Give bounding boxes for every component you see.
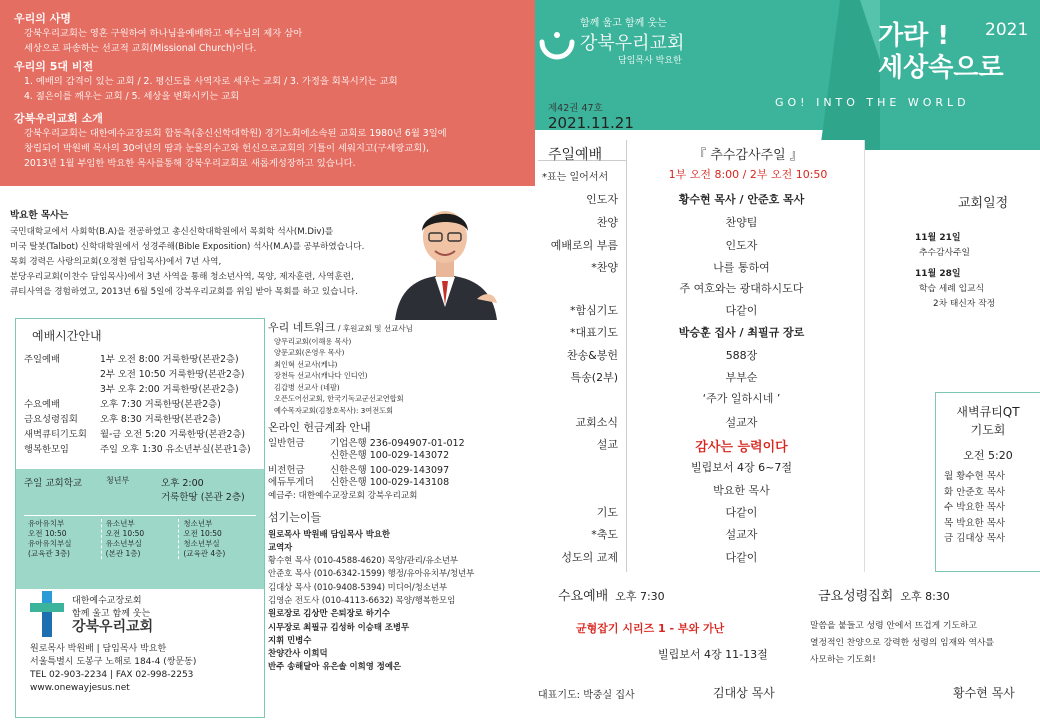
worship-time-row: 3부 오후 2:00 거룩한땅(본관2층) [100,384,239,395]
schedule-event: 학습 세례 입교식 [919,284,985,294]
mission-text: 세상으로 파송하는 선교적 교회(Missional Church)이다. [24,43,257,54]
intro-text: 2013년 1월 부임한 박요한 목사를통해 강북우리교회로 새롭게성장하고 있습니다. [24,158,356,169]
wednesday-preacher: 김대상 목사 [713,686,775,700]
order-row: 기도 다같이 [596,506,758,519]
order-title: 주일예배 [548,147,603,163]
pastor-bio-title: 박요한 목사는 [10,210,69,221]
issue-number: 제42권 47호 [548,103,603,114]
order-row: 찬송&봉헌 588장 [566,349,758,362]
network-item: 장천득 선교사(캐나다 인디언) [274,371,368,380]
qt-leader: 목 박요한 목사 [944,517,1006,529]
friday-service [810,585,1035,669]
pastor-photo [385,195,505,320]
order-row: 예배로의 부름 인도자 [550,239,758,252]
worship-times-title: 예배시간안내 [32,329,102,343]
qt-leader: 수 박요한 목사 [944,502,1006,513]
servant-line: 반주 송해달아 유은솔 이희영 정예은 [268,661,402,672]
vision-text: 1. 예배의 감격이 있는 교회 / 2. 평신도를 사역자로 세우는 교회 / 3. 가정을 회복시키는 교회 [24,76,398,87]
schedule-title: 교회일정 [958,196,1009,211]
order-row: *축도 설교자 [591,528,758,541]
order-row: 찬양 찬양팀 [596,216,758,229]
order-row: 박요한 목사 [713,484,770,497]
dawn-qt-box [935,392,1040,572]
worship-time-row: 새벽큐티기도회 월-금 오전 5:20 거룩한땅(본관2층) [24,429,246,440]
servant-line: 김대상 목사 (010-9408-5394) 미디어/청소년부 [268,581,448,592]
account-title: 온라인 헌금계좌 안내 [268,421,371,434]
intro-text: 강북우리교회는 대한예수교장로회 합동측(총신신학대학원) 경기노회에소속된 교회로 1980년 6월 3일에 [24,128,447,139]
account-number: 기업은행 236-094907-01-012 [330,437,465,449]
order-row: ‘주가 일하시네 ’ [702,392,781,405]
servant-line: 시무장로 최필규 김성하 이승태 조병무 [268,621,410,632]
worship-times [16,319,264,463]
servant-line: 지휘 민병수 [268,634,312,645]
qt-leader: 화 안준호 목사 [944,486,1006,498]
order-row: 인도자 황수현 목사 / 안준호 목사 [586,193,805,206]
pastor-bio-line: 국민대학교에서 사회학(B.A)을 전공하였고 총신신학대학원에서 목회학 석사(M.Div)를 [10,227,334,237]
network-title: 우리 네트워크 [268,321,336,334]
church-brand [538,10,788,140]
network-item: 예수목자교회(김창호목사): 3여전도회 [274,405,394,415]
order-row: 특송(2부) 부부순 [570,371,758,384]
friday-preacher: 황수현 목사 [953,686,1015,700]
order-row: 설교 감사는 능력이다 [596,438,788,455]
worship-info-box [15,318,265,718]
worship-time-row: 금요성령집회 오후 8:30 거룩한땅(본관2층) [24,414,221,425]
network-item: 김갑병 선교사 (네팔) [274,382,340,392]
pastor-bio [10,208,420,300]
wednesday-text: 빌립보서 4장 11-13절 [658,648,768,661]
slogan-line: 세상속으로 [878,53,1004,83]
network-subtitle: / 후원교회 및 선교사님 [337,324,413,333]
church-phone: TEL 02-903-2234 | FAX 02-998-2253 [30,670,194,680]
friday-time: 오후 8:30 [900,590,950,603]
order-row: *함심기도 다같이 [569,304,758,317]
schedule-date: 11월 28일 [915,269,961,279]
servants-title: 섬기는이들 [268,511,322,524]
pastor-bio-line: 미국 탈봇(Talbot) 신학대학원에서 성경주해(Bible Exposition) 석사(M.A)를 공부하였습니다. [10,242,365,252]
slogan-year: 2021 [985,20,1029,40]
schedule-date: 11월 21일 [915,233,961,243]
network-item: 최인혁 선교사(케냐) [274,359,338,369]
order-row: 교회소식 설교자 [575,416,758,429]
denomination: 대한예수교장로회 [72,595,142,606]
vision-heading: 우리의 5대 비전 [14,60,94,73]
order-note: *표는 일어서서 [542,172,609,183]
servant-line: 원로장로 김상만 은퇴장로 하기수 [268,608,391,619]
wednesday-time: 오후 7:30 [615,590,665,603]
account-number: 신한은행 100-029-143072 [330,450,450,461]
schedule-event: 2차 태신자 작정 [933,299,996,309]
church-pastors: 원로목사 박원배 | 담임목사 박요한 [30,644,167,654]
account-number: 신한은행 100-029-143097 [330,464,450,476]
mission-text: 강북우리교회는 영혼 구원하여 하나님을예배하고 예수님의 제자 삼아 [24,28,303,39]
church-motto: 함께 울고 함께 웃는 [72,608,151,619]
church-tagline: 함께 울고 함께 웃는 [580,18,667,29]
qt-leader: 월 황수현 목사 [944,471,1006,482]
intro-heading: 강북우리교회 소개 [14,112,103,125]
order-theme: 『 추수감사주일 』 [693,148,803,163]
church-cross-icon [30,591,64,637]
order-row: 주 여호와는 광대하시도다 [679,282,804,295]
mission-banner [0,0,535,186]
mission-heading: 우리의 사명 [14,12,71,25]
order-row: *찬양 나를 통하여 [591,261,770,274]
wednesday-series: 균형잡기 시리즈 1 - 부와 가난 [576,622,725,635]
order-times: 1부 오전 8:00 / 2부 오전 10:50 [668,168,828,181]
church-name: 강북우리교회 [72,618,154,635]
servant-line: 김영순 전도사 (010-4113-6632) 목양/행복한모임 [268,594,456,605]
school-dept-grid [24,515,256,559]
church-school-label: 주일 교회학교 [24,478,83,489]
network-item: 오픈도어선교회, 한국기독교군선교연합회 [274,394,404,403]
friday-title: 금요성령집회 [818,589,894,604]
dept-infant: 유아유치부 오전 10:50 유아유치부실 (교육관 3층) [28,519,72,558]
youth-time: 오후 2:00 [161,478,204,489]
order-row: 빌립보서 4장 6~7절 [691,461,792,474]
worship-time-row: 2부 오전 10:50 거룩한땅(본관2층) [100,369,245,380]
church-brand-pastor: 담임목사 박요한 [618,56,682,66]
intro-text: 창립되어 박원배 목사의 30여년의 땀과 눈물의수고와 헌신으로교회의 기틀이 세워지고(구세광교회), [24,143,429,154]
pastor-bio-line: 분당우리교회(이찬수 담임목사)에서 3년 사역을 통해 청소년사역, 목양, 제자훈련, 사역훈련, [10,272,354,282]
church-schedule [903,170,1040,390]
order-row: *대표기도 박승훈 집사 / 최필규 장로 [569,326,805,339]
order-row: 성도의 교제 다같이 [561,551,758,564]
church-address: 서울특별시 도봉구 노해로 184-4 (쌍문동) [30,657,197,667]
worship-time-row: 주일예배 1부 오전 8:00 거룩한땅(본관2층) [24,354,239,365]
wednesday-service [538,585,798,662]
qt-time: 오전 5:20 [963,449,1013,462]
network-item: 양무리교회(이해용 목사) [274,336,352,346]
church-logo-icon [538,30,576,68]
slogan-english: GO! INTO THE WORLD [775,96,970,109]
network-column: 우리 네트워크 / 후원교회 및 선교사님 양무리교회(이해용 목사) 양문교회(온영우 목사) 최인혁 선교사(케냐) 장천득 선교사(캐나다 인디언) 김갑병 선교사 (네팔) 오픈도어선교회, 한국기독교군선교연합회 예수목자교회(김창호목사): 3여전도회 온라인 헌금계좌 안내 일반헌금 기업은행 236-094907-01-012 신한은행 100-029-143072 비전헌금 신한은행 100-029-143097 에듀투게더 신한은행 100-029-143108 예금주: 대한예수교장로회 강북우리교회 섬기는이들 원로목사 박원배 담임목사 박요한 교역자 황수현 목사 (010-4588-4620) 목양/관리/유소년부 안준호 목사 (010-6342-1599) 행정/유아유치부/청년부 김대상 목사 (010-9408-5394) 미디어/청소년부 김영순 전도사 (010-4113-6632) 목양/행복한모임 원로장로 김상만 은퇴장로 하기수 시무장로 최필규 김성하 이승태 조병무 지휘 민병수 찬양간사 이희덕 반주 송해달아 유은솔 이희영 정예은 [268,322,538,674]
friday-desc: 열정적인 찬양으로 강력한 성령의 임재와 역사를 [810,638,994,648]
issue-date: 2021.11.21 [548,114,634,132]
vision-text: 4. 젊은이를 깨우는 교회 / 5. 세상을 변화시키는 교회 [24,91,240,102]
worship-time-row: 수요예배 오후 7:30 거룩한땅(본관2층) [24,399,221,410]
header-diagonal-decoration [790,0,880,150]
church-brand-name: 강북우리교회 [580,33,685,54]
order-of-service [538,140,865,572]
church-website[interactable]: www.onewayjesus.net [30,683,130,693]
qt-title: 새벽큐티QT [956,405,1020,419]
slogan-line: 가라 ! [878,21,950,51]
network-item: 양문교회(온영우 목사) [274,348,345,357]
church-school-box [16,469,264,589]
worship-time-row: 행복한모임 주일 오후 1:30 유소년부실(본관1층) [24,444,251,455]
servant-line: 찬양간사 이희덕 [268,648,328,659]
church-contact [30,591,260,695]
servant-line: 안준호 목사 (010-6342-1599) 행정/유아유치부/청년부 [268,568,475,579]
qt-title: 기도회 [970,423,1006,437]
schedule-event: 추수감사주일 [919,248,970,258]
account-number: 신한은행 100-029-143108 [330,477,450,488]
account-holder: 예금주: 대한예수교장로회 강북우리교회 [268,490,418,501]
youth-label: 청년부 [106,476,130,485]
friday-desc: 사모하는 기도회! [810,655,876,665]
friday-desc: 말씀을 붙들고 성령 안에서 뜨겁게 기도하고 [810,621,977,631]
servant-line: 원로목사 박원배 담임목사 박요한 [268,528,391,539]
dept-children: 유소년부 오전 10:50 유소년부실 (본관 1층) [101,519,179,559]
servant-line: 교역자 [268,541,293,552]
youth-place: 거룩한땅 (본관 2층) [161,492,245,503]
qt-leader: 금 김대상 목사 [944,533,1006,544]
dept-teen: 청소년부 오전 10:50 청소년부실 (교육관 4층) [178,519,256,559]
pastor-bio-line: 목회 경력은 사랑의교회(오정현 담임목사)에서 7년 사역, [10,257,222,267]
wednesday-prayer: 대표기도: 박중실 집사 [538,690,635,701]
pastor-bio-line: 큐티사역을 경험하였고, 2013년 6월 5일에 강북우리교회를 위임 받아 목회를 하고 있습니다. [10,287,358,297]
wednesday-title: 수요예배 [558,589,609,604]
servant-line: 황수현 목사 (010-4588-4620) 목양/관리/유소년부 [268,555,458,566]
